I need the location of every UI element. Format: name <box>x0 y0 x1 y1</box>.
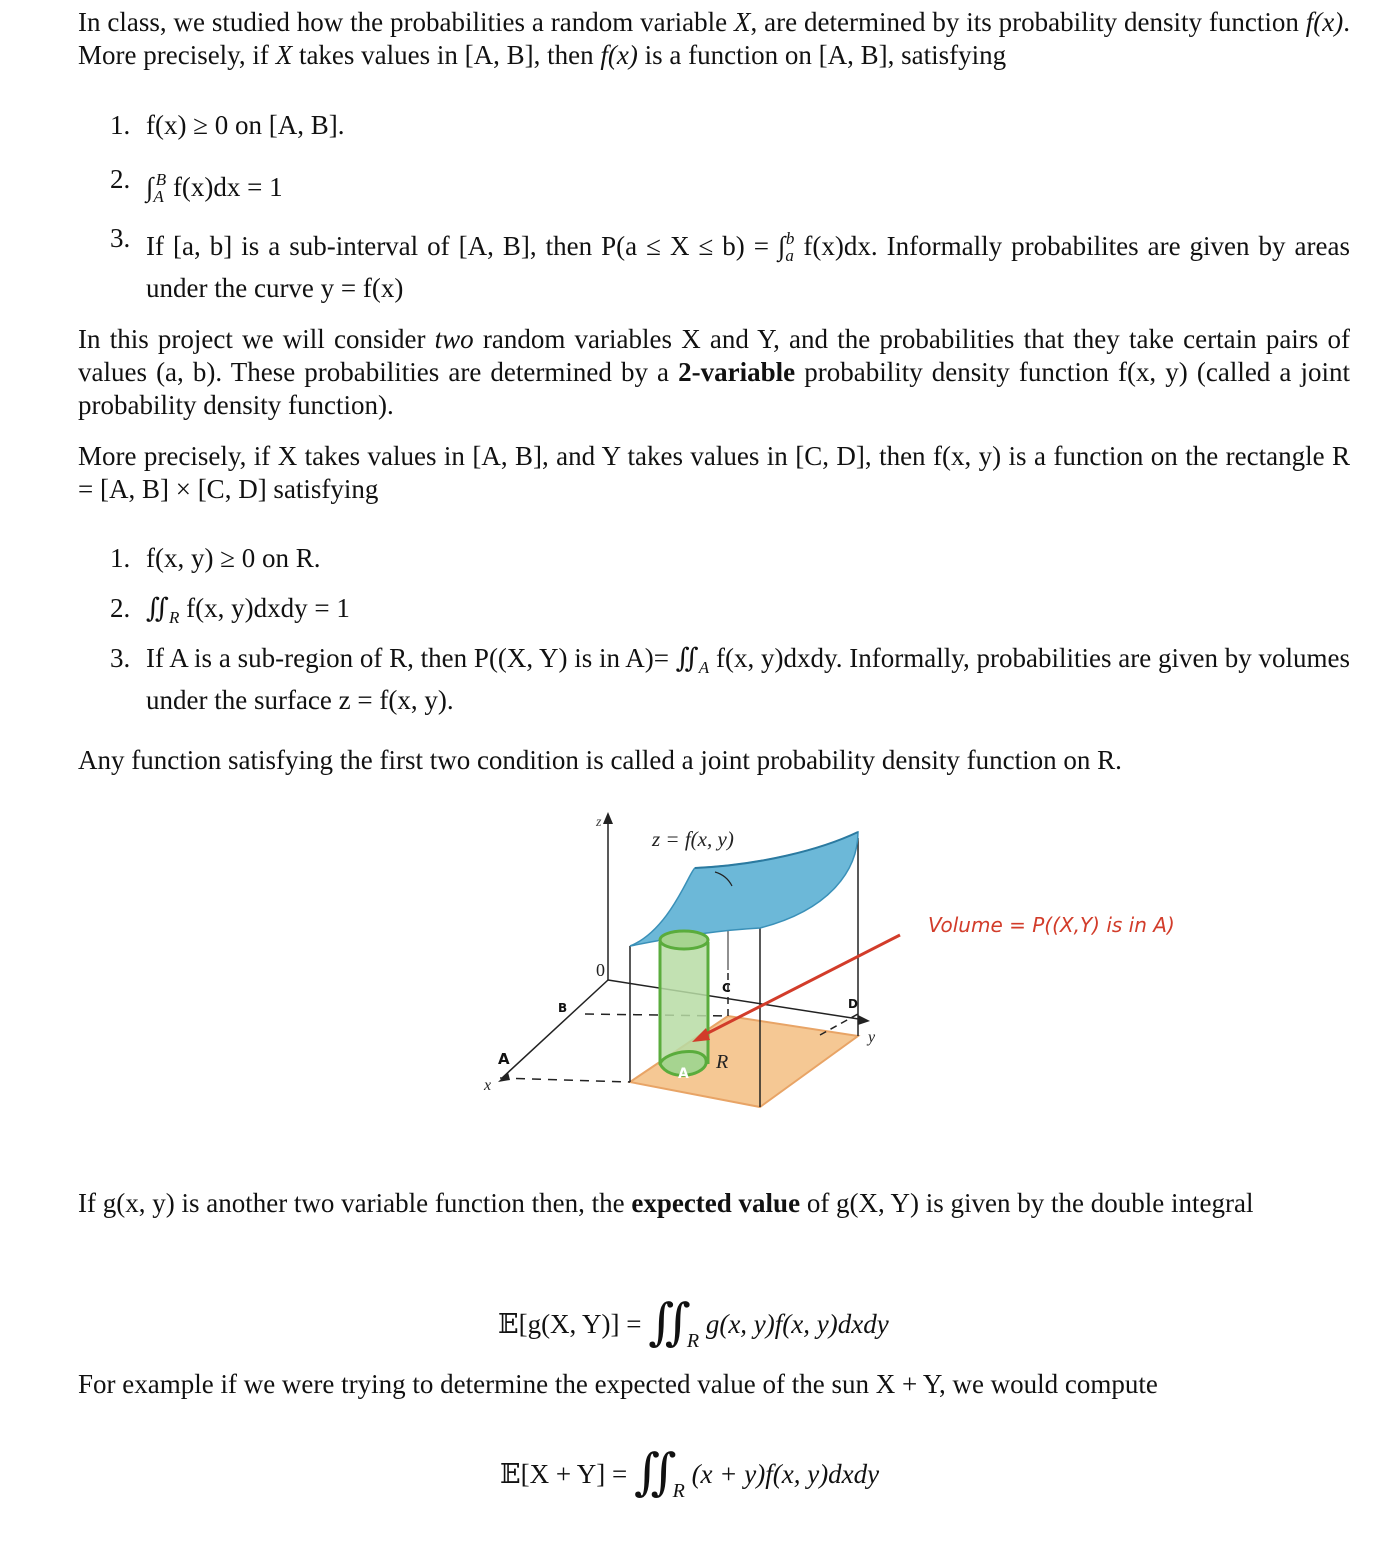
corner-b-label: B <box>558 1001 568 1015</box>
z-axis-arrowhead <box>603 812 613 824</box>
region-r-label: R <box>716 1051 729 1073</box>
axis-y-label: y <box>868 1029 876 1046</box>
column <box>660 942 708 1064</box>
axis-x-label: x <box>484 1077 492 1094</box>
origin-label: 0 <box>596 960 605 980</box>
precise-paragraph: More precisely, if X takes values in [A, B], and Y takes values in [C, D], then f(x, y) is a function on the rectangle R = [A, B] × [C, D] satisfying <box>78 441 1350 504</box>
list1-item-3: 3. If [a, b] is a sub-interval of [A, B], then $P(a \le X \le b) = \int_a^b$ f(x)dx. Informally probabilites are given by areas under the curve y = f(x) <box>110 223 1350 303</box>
project-paragraph: In this project we will consider two random variables X and Y, and the probabilities that they take certain pairs of values (a, b). These probabilities are determined by a 2-variable probability density function f(x, y) (called a joint probability density function). <box>78 324 1350 420</box>
dashed-d-line <box>820 1014 858 1035</box>
list2-item-1: 1. f(x, y) ≥ 0 on R. <box>110 543 321 573</box>
axis-z-label: z <box>596 815 602 830</box>
list2-item-3: 3. If A is a sub-region of R, then P((X, Y) is in $A)= ∬_A$ f(x, y)dxdy. Informally, probabilities are given by volumes under the surface z = f(x, y). <box>110 643 1350 715</box>
list1-item-2: 2. $\int_A^B$ f(x)dx = 1 <box>110 164 283 206</box>
example-paragraph: For example if we were trying to determine the expected value of the sun X + Y, we would compute <box>78 1369 1158 1399</box>
sum-expected-equation: 𝔼[X + Y] = ∬ $_R$ (x + y)f(x, y)dxdy <box>500 1444 880 1502</box>
corner-a-label: A <box>498 1050 510 1068</box>
y-axis <box>608 980 865 1020</box>
y-axis-arrowhead <box>858 1015 870 1025</box>
x-axis-arrowhead <box>498 1072 510 1082</box>
expected-value-equation: 𝔼[g(X, Y)] = ∬ $_R$ g(x, y)f(x, y)dxdy <box>498 1294 889 1352</box>
any-function-paragraph: Any function satisfying the first two condition is called a joint probability density function on R. <box>78 745 1122 775</box>
corner-c-label: C <box>722 981 731 995</box>
intro-paragraph: In class, we studied how the probabilities a random variable X, are determined by its probability density function f(x). More precisely, if X takes values in [A, B], then f(x) is a function on [A, B], satisfying <box>78 7 1350 70</box>
surface-label: z = f(x, y) <box>652 827 734 851</box>
joint-density-figure <box>470 810 1330 1110</box>
region-a-label: A <box>678 1066 689 1082</box>
list2-item-2: 2. $∬_R$ f(x, y)dxdy = 1 <box>110 593 350 627</box>
volume-annotation: Volume = P((X,Y) is in A) <box>928 913 1175 937</box>
column-top <box>660 931 708 949</box>
x-axis <box>502 980 608 1078</box>
dashed-a-line <box>500 1078 630 1082</box>
corner-d-label: D <box>848 997 858 1011</box>
red-arrow <box>702 935 900 1036</box>
expected-paragraph: If g(x, y) is another two variable function then, the expected value of g(X, Y) is given by the double integral <box>78 1188 1254 1218</box>
list1-item-1: 1. f(x) ≥ 0 on [A, B]. <box>110 110 345 140</box>
